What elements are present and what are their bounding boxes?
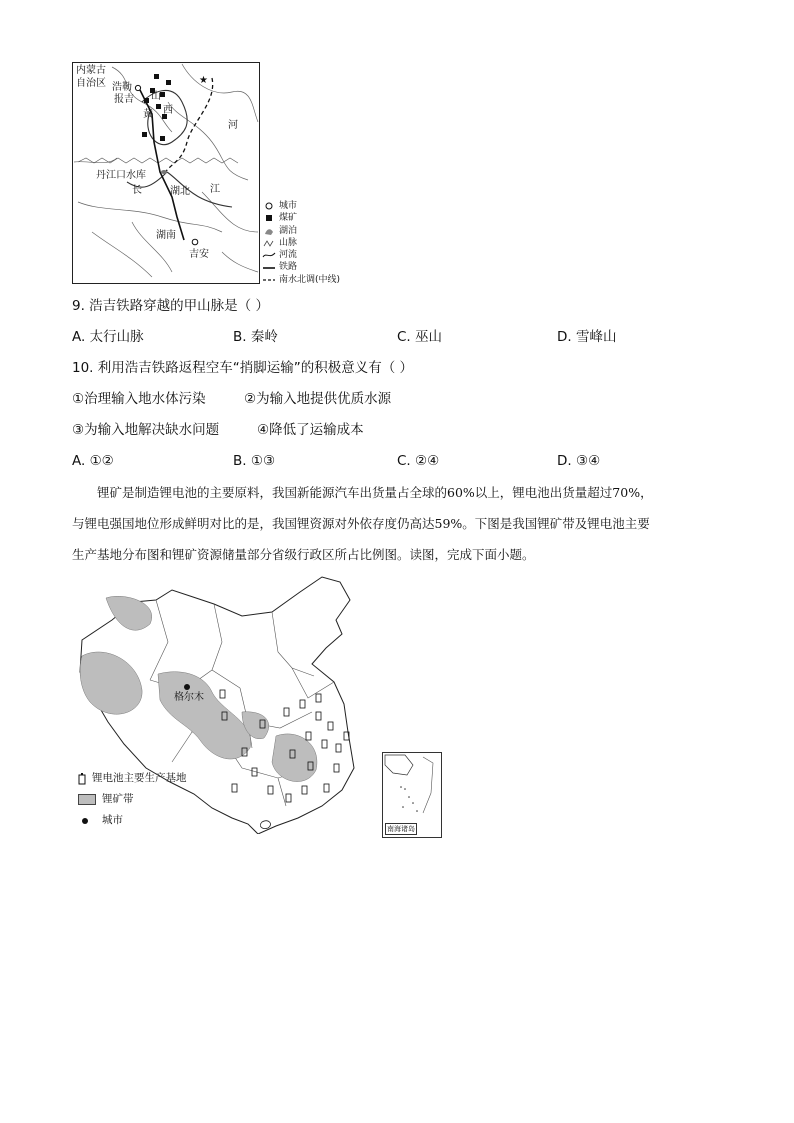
label-hubei: 湖北 [170, 186, 190, 197]
legend-row-city: 城市 [262, 200, 340, 212]
label-he: 河 [228, 120, 238, 131]
legend-row-mountain: 山脉 [262, 237, 340, 249]
label-jian: 吉安 [189, 249, 209, 260]
label-golmud: 格尔木 [174, 692, 204, 703]
mountain-icon [263, 238, 275, 248]
label-jiang: 江 [210, 184, 220, 195]
paragraph-line-2: 与锂电强国地位形成鲜明对比的是，我国锂资源对外依存度仍高达59%。下图是我国锂矿带及锂电池主要 [72, 516, 650, 531]
river-icon [262, 250, 276, 260]
legend-row-river: 河流 [262, 249, 340, 261]
dashed-line-icon [262, 275, 276, 285]
hainan-island [260, 821, 270, 829]
q9-option-c: C. 巫山 [397, 329, 443, 345]
legend-row-diversion: 南水北调(中线) [262, 274, 340, 286]
legend-row-lithium-belt: 锂矿带 [78, 789, 187, 810]
lithium-belt-swatch-icon [78, 794, 96, 805]
star-icon: ★ [199, 75, 208, 86]
city-circle-icon [264, 201, 274, 211]
south-china-sea-inset [382, 752, 442, 838]
city-dot-icon [78, 816, 96, 826]
q10-option-b: B. ①③ [233, 453, 276, 469]
question-9-stem: 9. 浩吉铁路穿越的甲山脉是（ ） [72, 298, 269, 314]
map1-legend [262, 200, 340, 286]
q10-statement-2: ②为输入地提供优质水源 [244, 391, 392, 407]
danjiangkou-lake-icon [161, 170, 167, 174]
q9-option-a: A. 太行山脉 [72, 329, 144, 345]
label-hunan: 湖南 [156, 230, 176, 241]
legend-row-railway: 铁路 [262, 261, 340, 273]
label-haole: 浩勒 [112, 82, 132, 93]
label-chang: 长 [132, 185, 142, 196]
lake-icon [263, 226, 275, 236]
label-danjiangkou: 丹江口水库 [96, 170, 146, 181]
inset-label: 南海诸岛 [387, 825, 415, 833]
q10-option-d: D. ③④ [557, 453, 601, 469]
railway-map [72, 62, 260, 284]
haole-city-icon [135, 85, 140, 90]
label-autonomous-region: 自治区 [76, 78, 106, 89]
label-shan: 山 [151, 91, 161, 102]
paragraph-line-1: 锂矿是制造锂电池的主要原料，我国新能源汽车出货量占全球的60%以上，锂电池出货量超过70%， [97, 485, 653, 500]
label-huang: 黄 [143, 109, 153, 120]
label-xi: 西 [163, 105, 173, 116]
q10-option-c: C. ②④ [397, 453, 440, 469]
q10-option-a: A. ①② [72, 453, 114, 469]
map2-legend [78, 768, 187, 831]
legend-row-lake: 湖泊 [262, 225, 340, 237]
legend-row-battery: 锂电池主要生产基地 [78, 768, 187, 789]
label-baoji: 报吉 [114, 94, 134, 105]
golmud-city-dot-icon [184, 684, 190, 690]
q10-statement-1: ①治理输入地水体污染 [72, 391, 206, 407]
railway-icon [262, 263, 276, 273]
legend-row-city-dot: 城市 [78, 810, 187, 831]
battery-icon [78, 773, 86, 785]
island-dots [400, 786, 418, 812]
question-10-stem: 10. 利用浩吉铁路返程空车“捎脚运输”的积极意义有（ ） [72, 360, 414, 376]
inset-map [383, 753, 441, 825]
jian-city-icon [192, 239, 198, 245]
label-inner-mongolia: 内蒙古 [76, 65, 106, 76]
q10-statement-3: ③为输入地解决缺水问题 [72, 422, 220, 438]
q9-option-d: D. 雪峰山 [557, 329, 617, 345]
q9-option-b: B. 秦岭 [233, 329, 278, 345]
coal-mine-square-icon [264, 213, 274, 223]
legend-row-coal: 煤矿 [262, 212, 340, 224]
paragraph-line-3: 生产基地分布图和锂矿资源储量部分省级行政区所占比例图。读图，完成下面小题。 [72, 547, 535, 562]
intro-paragraph [72, 477, 724, 570]
q10-statement-4: ④降低了运输成本 [257, 422, 364, 438]
